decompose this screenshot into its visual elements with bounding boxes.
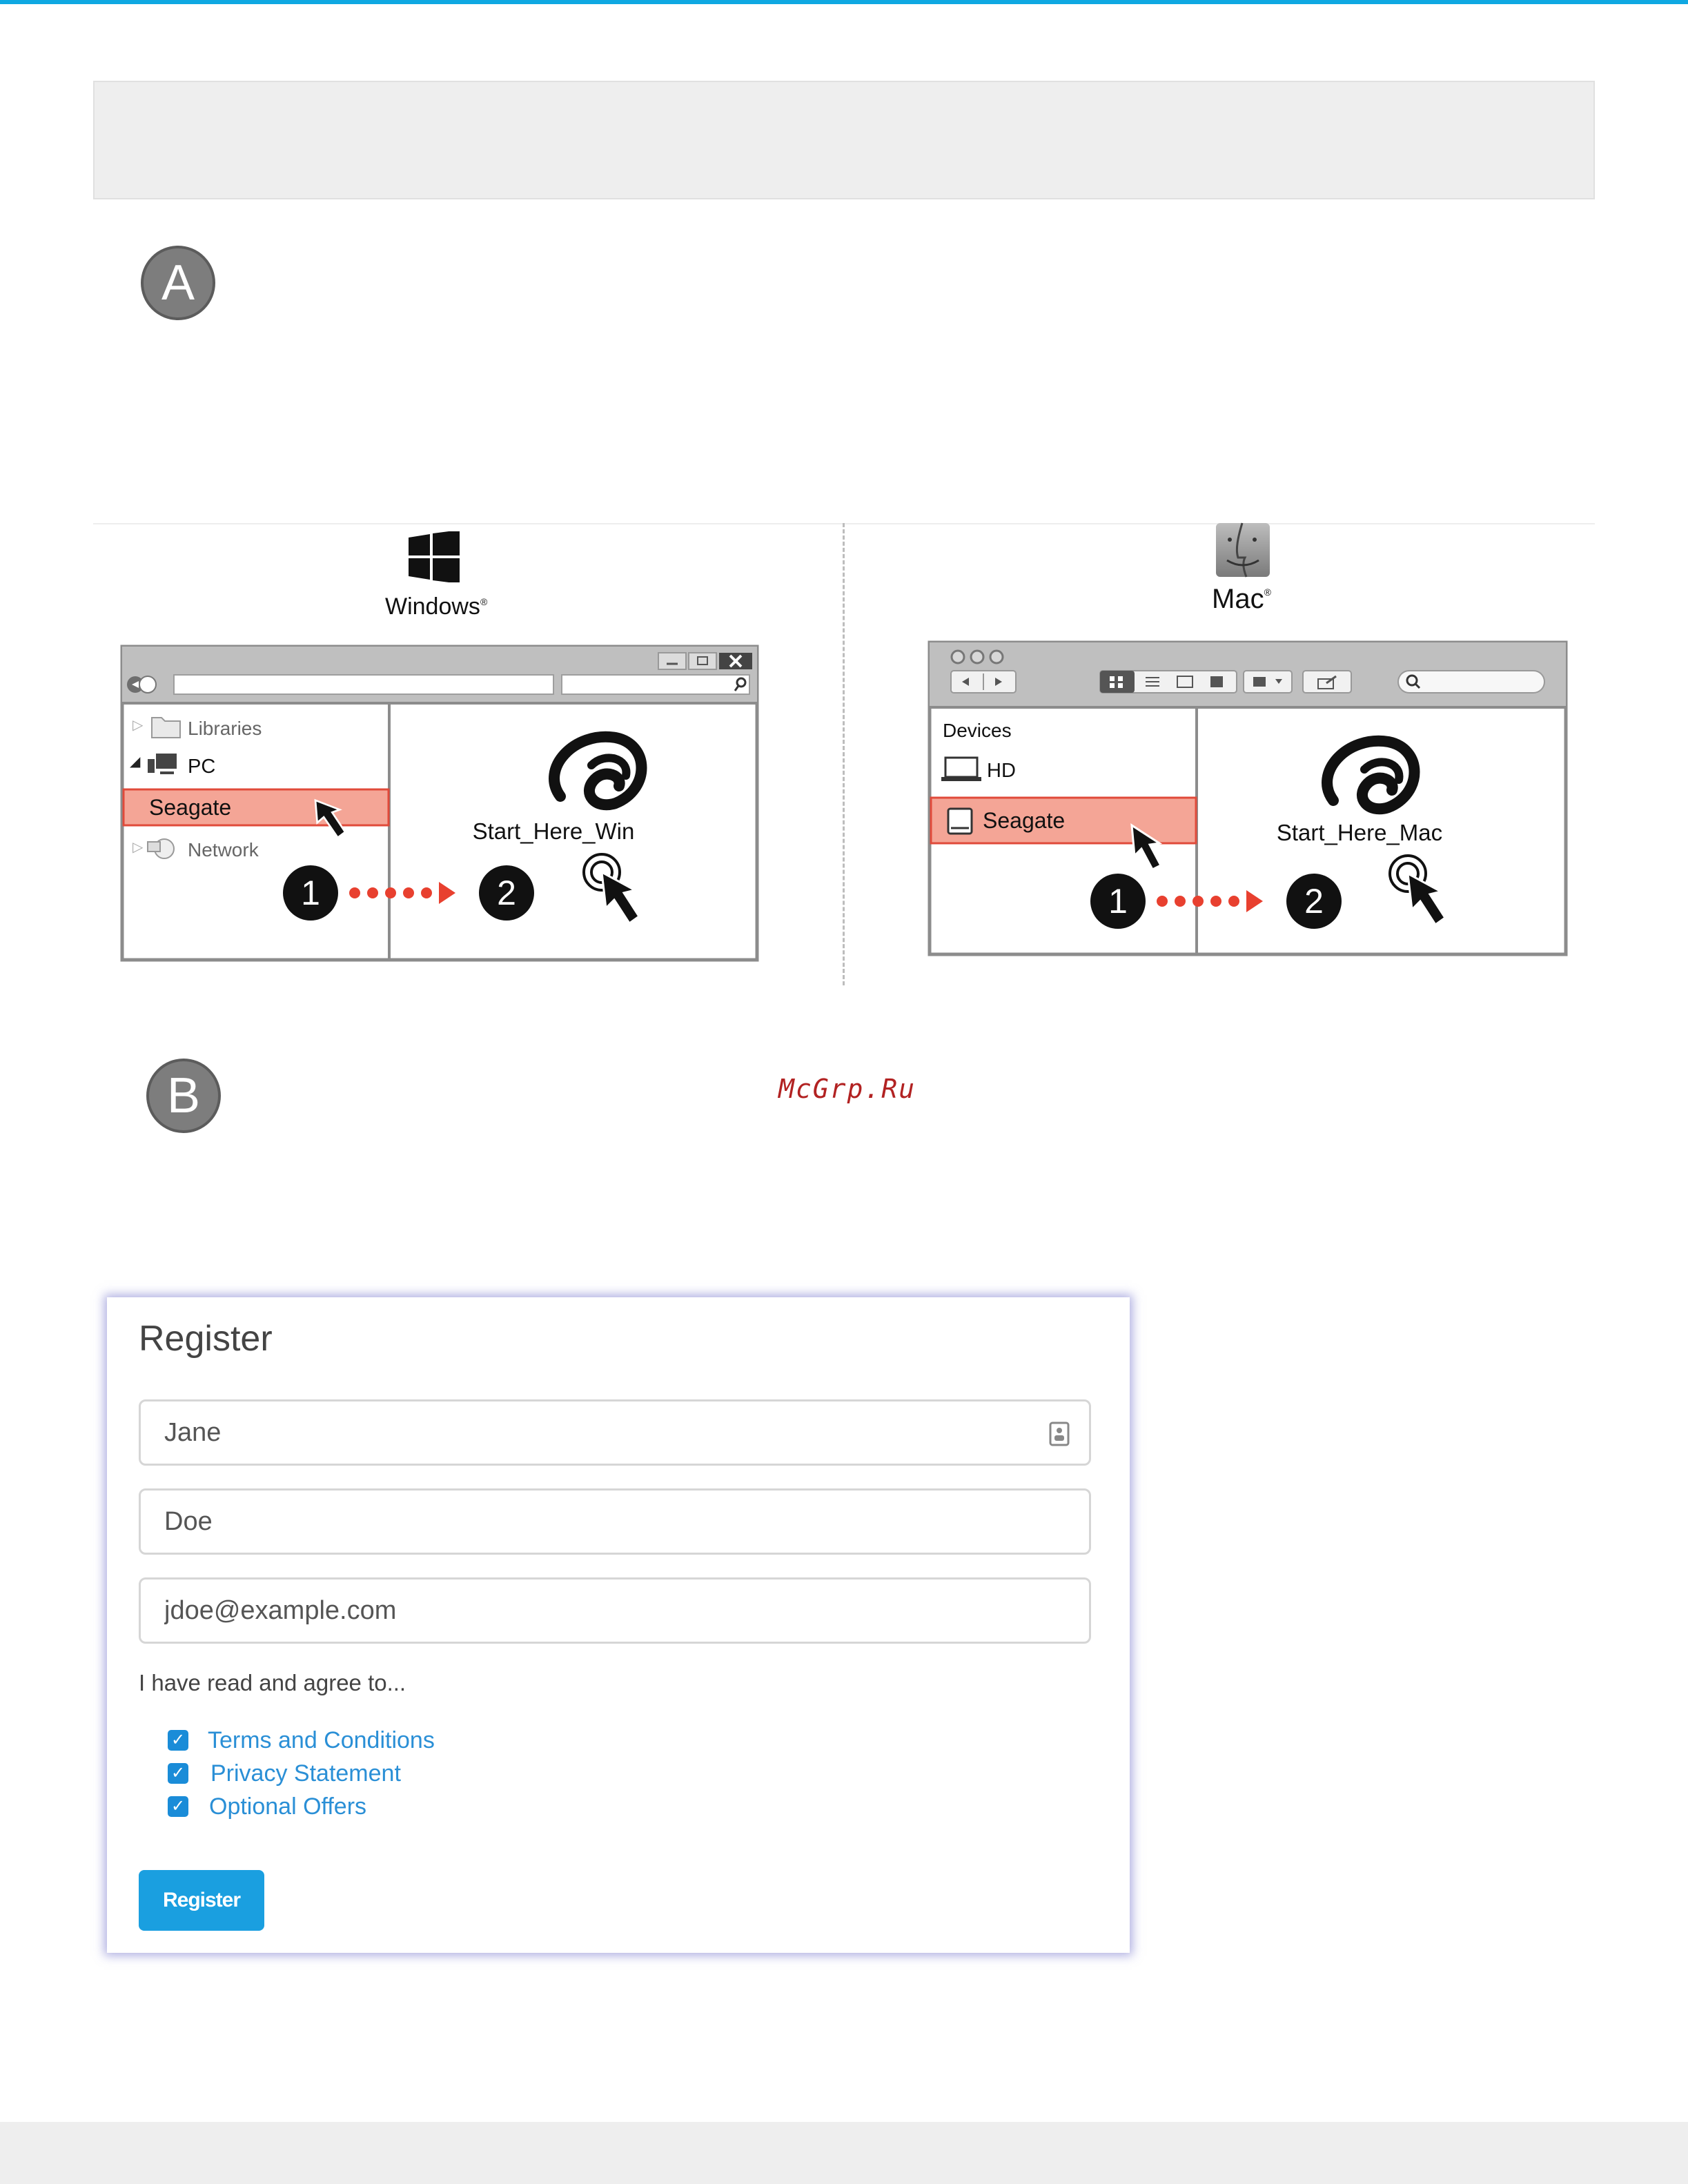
step-a-letter: A bbox=[161, 255, 195, 311]
sidebar-item-pc[interactable]: PC bbox=[188, 756, 216, 778]
arrange-icon[interactable] bbox=[1244, 671, 1292, 693]
svg-text:▷: ▷ bbox=[133, 718, 144, 733]
terms-checkbox[interactable]: ✓ bbox=[168, 1730, 188, 1751]
finder-logo-icon bbox=[1215, 522, 1271, 578]
minimize-icon bbox=[658, 653, 686, 669]
os-divider bbox=[843, 523, 845, 985]
traffic-light-icon bbox=[952, 651, 1003, 663]
agree-text: I have read and agree to... bbox=[139, 1670, 406, 1695]
privacy-checkbox-row[interactable] bbox=[168, 1758, 401, 1789]
svg-text:▷: ▷ bbox=[133, 840, 144, 855]
offers-checkbox[interactable]: ✓ bbox=[168, 1796, 188, 1817]
step-a-badge bbox=[141, 246, 215, 320]
back-forward-icon[interactable] bbox=[951, 671, 1016, 693]
step-1-number: 1 bbox=[301, 874, 320, 912]
watermark: McGrp.Ru bbox=[778, 1074, 916, 1104]
sidebar-header-devices: Devices bbox=[943, 720, 1012, 741]
register-form bbox=[107, 1297, 1130, 1953]
terms-checkbox-row[interactable] bbox=[168, 1725, 435, 1755]
windows-logo-icon bbox=[409, 531, 460, 582]
laptop-icon bbox=[941, 758, 981, 781]
folder-icon bbox=[152, 718, 180, 738]
share-icon[interactable] bbox=[1303, 671, 1351, 693]
windows-label-text: Windows bbox=[385, 593, 480, 620]
maximize-icon bbox=[689, 653, 716, 669]
footer-band bbox=[0, 2122, 1688, 2184]
mac-trademark: ® bbox=[1264, 587, 1271, 598]
step-b-badge bbox=[146, 1059, 221, 1133]
note-box bbox=[93, 81, 1595, 199]
terms-link[interactable]: Terms and Conditions bbox=[208, 1726, 435, 1753]
offers-link[interactable]: Optional Offers bbox=[209, 1793, 367, 1820]
email-input[interactable] bbox=[139, 1577, 1091, 1644]
file-name-start-here-win[interactable]: Start_Here_Win bbox=[472, 818, 635, 844]
search-box[interactable] bbox=[562, 675, 749, 694]
address-bar[interactable] bbox=[174, 675, 553, 694]
svg-text:◢: ◢ bbox=[130, 754, 141, 769]
sidebar-item-seagate[interactable]: Seagate bbox=[149, 795, 232, 820]
back-forward-icon bbox=[127, 676, 156, 693]
sidebar-item-libraries[interactable]: Libraries bbox=[188, 718, 262, 739]
mac-finder-illustration bbox=[928, 640, 1569, 958]
register-button[interactable]: Register bbox=[139, 1870, 264, 1931]
offers-checkbox-row[interactable] bbox=[168, 1791, 366, 1822]
sidebar-item-network[interactable]: Network bbox=[188, 839, 259, 860]
register-title: Register bbox=[139, 1319, 273, 1359]
windows-trademark: ® bbox=[480, 596, 488, 607]
contact-card-icon[interactable] bbox=[1049, 1421, 1070, 1446]
mac-label-text: Mac bbox=[1212, 584, 1264, 614]
first-name-input[interactable] bbox=[139, 1399, 1091, 1466]
privacy-link[interactable]: Privacy Statement bbox=[210, 1760, 401, 1787]
finder-search-box[interactable] bbox=[1398, 671, 1544, 693]
step-b-letter: B bbox=[166, 1068, 201, 1123]
mac-label bbox=[1212, 584, 1271, 615]
sidebar-item-seagate[interactable]: Seagate bbox=[983, 808, 1066, 833]
file-name-start-here-mac[interactable]: Start_Here_Mac bbox=[1276, 820, 1443, 845]
top-accent-rule bbox=[0, 0, 1688, 4]
drive-icon bbox=[948, 809, 972, 834]
windows-explorer-illustration bbox=[120, 645, 759, 962]
close-icon bbox=[719, 653, 752, 669]
step-2-number: 2 bbox=[497, 874, 516, 912]
last-name-input[interactable] bbox=[139, 1488, 1091, 1555]
view-icons-icon[interactable] bbox=[1100, 671, 1237, 693]
sidebar-item-hd[interactable]: HD bbox=[987, 760, 1016, 782]
privacy-checkbox[interactable]: ✓ bbox=[168, 1763, 188, 1784]
windows-label bbox=[385, 593, 487, 620]
step-2-number: 2 bbox=[1304, 882, 1324, 921]
step-1-number: 1 bbox=[1108, 882, 1128, 921]
